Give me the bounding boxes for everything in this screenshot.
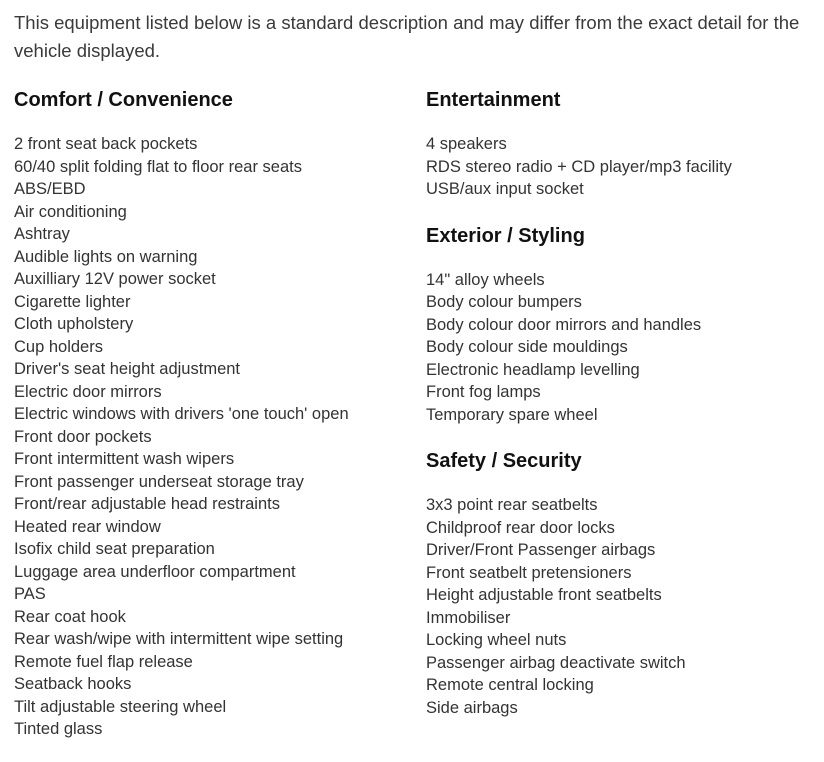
equipment-item: RDS stereo radio + CD player/mp3 facility [426, 157, 732, 176]
equipment-item: Isofix child seat preparation [14, 540, 215, 558]
equipment-item: Remote fuel flap release [14, 652, 193, 671]
equipment-item: PAS [14, 585, 46, 603]
equipment-item: Height adjustable front seatbelts [426, 586, 662, 604]
right-column [426, 86, 816, 719]
equipment-item: 2 front seat back pockets [14, 135, 198, 153]
equipment-item: Front door pockets [14, 427, 152, 446]
equipment-item: Side airbags [426, 698, 518, 717]
equipment-item: USB/aux input socket [426, 180, 584, 198]
equipment-list [14, 133, 414, 741]
equipment-item: Auxilliary 12V power socket [14, 270, 216, 288]
equipment-item: Immobiliser [426, 608, 511, 627]
equipment-list [426, 133, 816, 201]
equipment-item: Locking wheel nuts [426, 631, 567, 649]
equipment-item: 14" alloy wheels [426, 270, 545, 289]
equipment-item: Passenger airbag deactivate switch [426, 653, 686, 672]
equipment-item: Ashtray [14, 225, 70, 243]
equipment-item: Cloth upholstery [14, 315, 134, 333]
equipment-item: Temporary spare wheel [426, 405, 598, 424]
equipment-item: Driver's seat height adjustment [14, 360, 241, 378]
equipment-item: Cigarette lighter [14, 292, 131, 311]
equipment-item: 60/40 split folding flat to floor rear seats [14, 157, 302, 176]
section-exterior-styling [426, 222, 816, 427]
equipment-item: Front/rear adjustable head restraints [14, 495, 280, 513]
equipment-item: Electronic headlamp levelling [426, 360, 640, 379]
equipment-item: Front fog lamps [426, 383, 541, 401]
equipment-item: Tilt adjustable steering wheel [14, 697, 227, 716]
section-comfort-convenience [14, 86, 414, 741]
equipment-item: Front intermittent wash wipers [14, 450, 235, 468]
equipment-item: Body colour side mouldings [426, 338, 628, 356]
equipment-item: Luggage area underfloor compartment [14, 562, 296, 581]
intro-text: This equipment listed below is a standard description and may differ from the exact detail for the vehicle displayed. [14, 12, 800, 61]
equipment-item: Tinted glass [14, 720, 103, 738]
equipment-item: Audible lights on warning [14, 247, 198, 266]
equipment-item: Front passenger underseat storage tray [14, 472, 304, 491]
equipment-item: Rear wash/wipe with intermittent wipe setting [14, 630, 344, 648]
section-entertainment [426, 86, 816, 201]
equipment-item: Driver/Front Passenger airbags [426, 541, 656, 559]
equipment-item: Heated rear window [14, 517, 161, 536]
equipment-item: Air conditioning [14, 202, 127, 221]
left-column [14, 86, 414, 741]
section-title: Entertainment [426, 89, 561, 111]
equipment-item: Electric windows with drivers 'one touch' open [14, 405, 349, 423]
equipment-list [426, 494, 816, 719]
equipment-item: Body colour bumpers [426, 293, 582, 311]
equipment-item: ABS/EBD [14, 180, 86, 198]
equipment-item: 3x3 point rear seatbelts [426, 496, 598, 514]
equipment-item: Cup holders [14, 337, 103, 356]
equipment-item: Front seatbelt pretensioners [426, 563, 632, 582]
equipment-item: Childproof rear door locks [426, 518, 615, 537]
section-title: Comfort / Convenience [14, 89, 233, 111]
equipment-item: Remote central locking [426, 676, 594, 694]
equipment-list [426, 269, 816, 427]
equipment-item: Seatback hooks [14, 675, 132, 693]
section-safety-security [426, 447, 816, 719]
section-title: Safety / Security [426, 450, 582, 472]
equipment-item: Electric door mirrors [14, 382, 162, 401]
equipment-item: 4 speakers [426, 135, 507, 153]
equipment-item: Rear coat hook [14, 607, 126, 626]
equipment-item: Body colour door mirrors and handles [426, 315, 702, 334]
section-title: Exterior / Styling [426, 224, 585, 247]
